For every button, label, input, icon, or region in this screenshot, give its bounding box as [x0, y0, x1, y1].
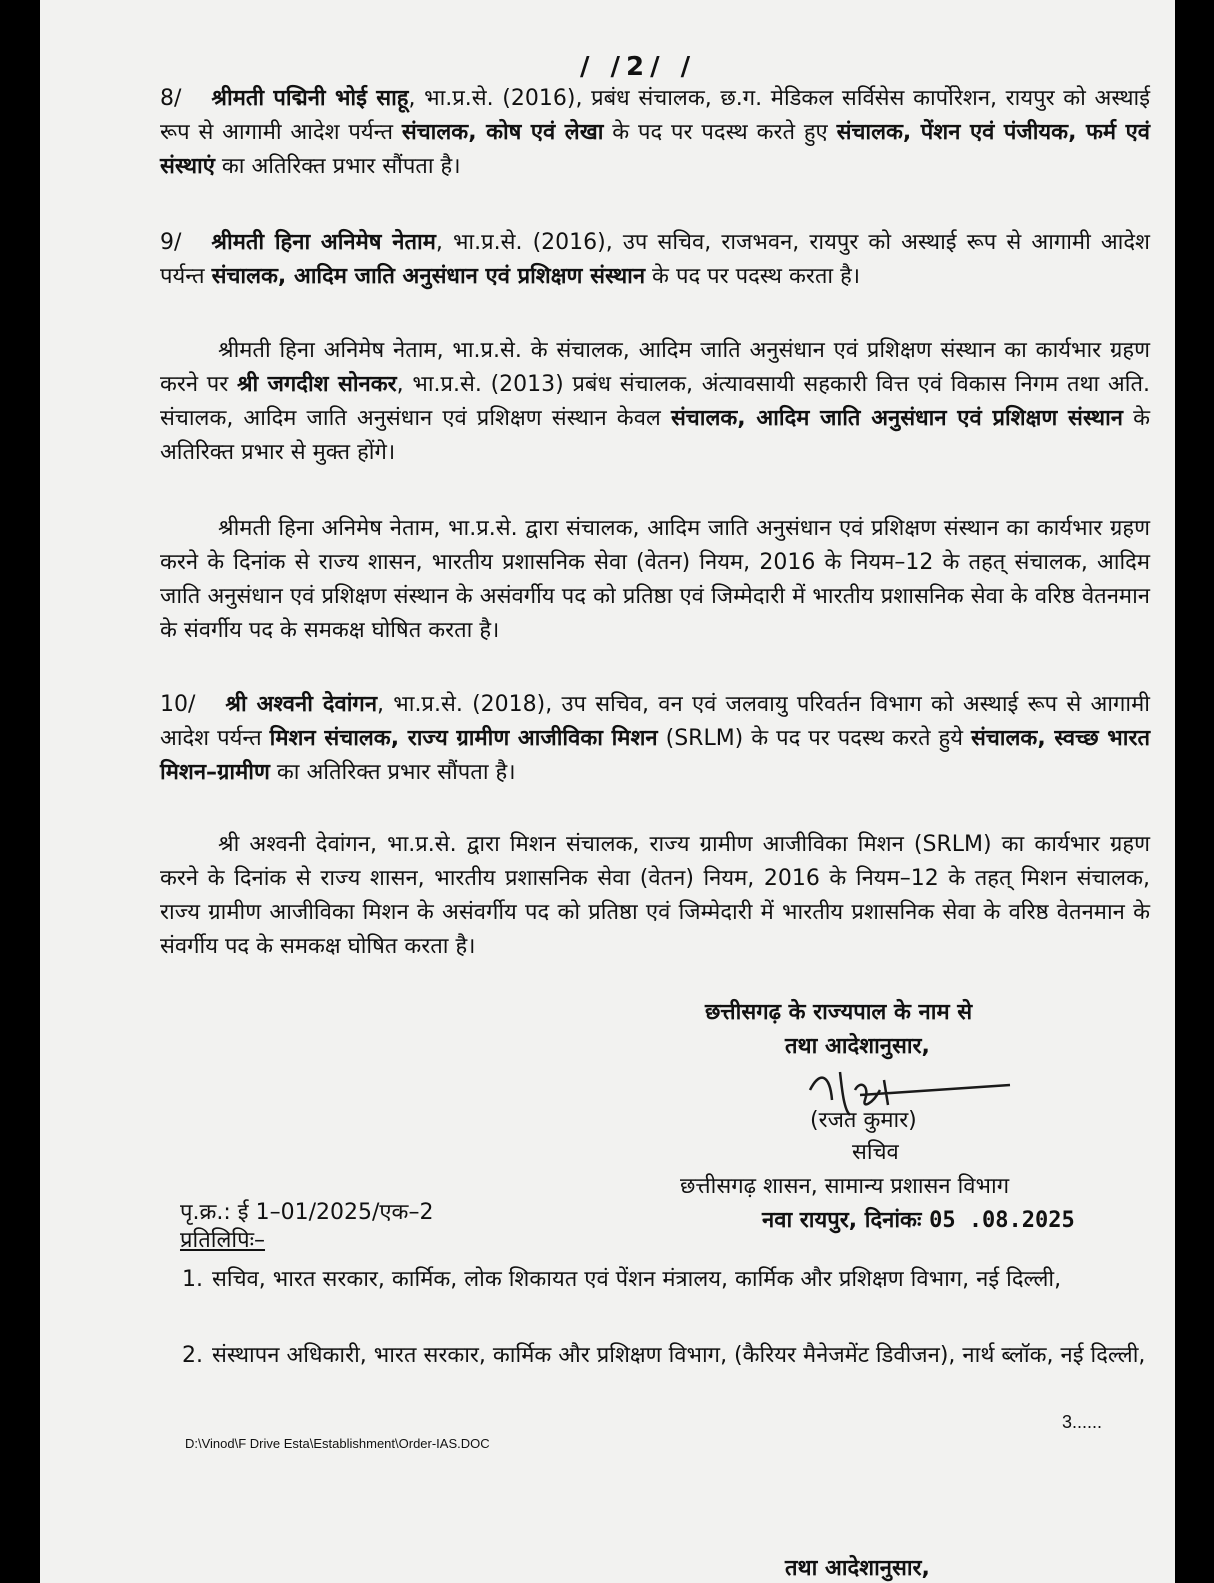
list-item: [182, 1262, 1150, 1298]
department-name: छत्तीसगढ़ शासन, सामान्य प्रशासन विभाग: [680, 1174, 1010, 1199]
paragraph-10b: [160, 828, 1150, 964]
list-number: 2.: [182, 1343, 203, 1368]
paragraph-9c: [160, 512, 1150, 648]
para-text: के अतिरिक्त प्रभार से मुक्त होंगे।: [160, 406, 1151, 465]
post-name: संचालक, आदिम जाति अनुसंधान एवं प्रशिक्षण संस्थान: [211, 264, 646, 289]
place-label: नवा रायपुर, दिनांकः: [762, 1208, 922, 1233]
list-item: [182, 1338, 1150, 1374]
post-name: संचालक, स्वच्छ भारत मिशन–ग्रामीण: [160, 726, 1150, 785]
para-number: 9/: [160, 230, 182, 255]
para-number: 10/: [160, 692, 196, 717]
para-text: श्रीमती हिना अनिमेष नेताम, भा.प्र.से. द्वारा संचालक, आदिम जाति अनुसंधान एवं प्रशिक्षण संस्थान का कार्यभार ग्रहण करने के दिनांक से राज्य शासन, भारतीय प्रशासनिक सेवा (वेतन) नियम, 2016 के नियम–12 के तहत् संचालक, आदिम जाति अनुसंधान एवं प्रशिक्षण संस्थान के असंवर्गीय पद को प्रतिष्ठा एवं जिम्मेदारी में भारतीय प्रशासनिक सेवा के वरिष्ठ वेतनमान के संवर्गीय पद के समकक्ष घोषित करता है।: [160, 516, 1150, 643]
paragraph-9: [160, 226, 1150, 294]
list-text: सचिव, भारत सरकार, कार्मिक, लोक शिकायत एवं पेंशन मंत्रालय, कार्मिक और प्रशिक्षण विभाग, नई दिल्ली,: [212, 1267, 1062, 1292]
paragraph-10: [160, 688, 1150, 790]
para-text: , भा.प्र.से. (2013) प्रबंध संचालक, अंत्यावसायी सहकारी वित्त एवं विकास निगम तथा अति. संचालक, आदिम जाति अनुसंधान एवं प्रशिक्षण संस्थान केवल: [160, 372, 1150, 431]
signatory-designation: सचिव: [852, 1140, 899, 1165]
paragraph-8: [160, 82, 1150, 184]
date-value: 05 .08.2025: [929, 1208, 1075, 1233]
list-text: संस्थापन अधिकारी, भारत सरकार, कार्मिक और प्रशिक्षण विभाग, (कैरियर मैनेजमेंट डिवीजन), नार्थ ब्लॉक, नई दिल्ली,: [212, 1343, 1146, 1368]
signature-line-2: तथा आदेशानुसार,: [785, 1034, 930, 1059]
copy-heading: प्रतिलिपिः–: [180, 1228, 266, 1253]
list-number: 1.: [182, 1267, 203, 1292]
post-name: संचालक, कोष एवं लेखा: [401, 120, 604, 145]
para-text: (SRLM) के पद पर पदस्थ करते हुये: [657, 726, 971, 751]
para-text: श्रीमती हिना अनिमेष नेताम, भा.प्र.से. के संचालक, आदिम जाति अनुसंधान एवं प्रशिक्षण संस्थान का कार्यभार ग्रहण करने पर: [160, 338, 1150, 397]
paragraph-9b: [160, 334, 1150, 470]
para-text: के पद पर पदस्थ करते हुए: [603, 120, 837, 145]
para-text: के पद पर पदस्थ करता है।: [645, 264, 861, 289]
signature-line-1: छत्तीसगढ़ के राज्यपाल के नाम से: [705, 1000, 973, 1025]
para-text: का अतिरिक्त प्रभार सौंपता है।: [214, 154, 461, 179]
next-page-marker: 3......: [1062, 1412, 1103, 1432]
file-path: D:\Vinod\F Drive Esta\Establishment\Order-IAS.DOC: [185, 1436, 490, 1451]
post-name: संचालक, पेंशन एवं पंजीयक, फर्म एवं संस्थाएं: [160, 120, 1150, 179]
officer-name: श्री अश्वनी देवांगन: [225, 692, 378, 717]
document-page: [40, 0, 1175, 1583]
bleed-through-text: तथा आदेशानुसार,: [785, 1556, 930, 1581]
para-number: 8/: [160, 86, 182, 111]
para-text: , भा.प्र.से. (2016), प्रबंध संचालक, छ.ग. मेडिकल सर्विसेस कार्पोरेशन, रायपुर को अस्थाई रूप से आगामी आदेश पर्यन्त: [160, 86, 1151, 145]
page-number: / /2/ /: [580, 52, 697, 82]
officer-name: श्रीमती पद्मिनी भोई साहू: [211, 86, 409, 111]
post-name: संचालक, आदिम जाति अनुसंधान एवं प्रशिक्षण संस्थान: [670, 406, 1124, 431]
para-text: श्री अश्वनी देवांगन, भा.प्र.से. द्वारा मिशन संचालक, राज्य ग्रामीण आजीविका मिशन (SRLM) का कार्यभार ग्रहण करने के दिनांक से राज्य शासन, भारतीय प्रशासनिक सेवा (वेतन) नियम, 2016 के नियम–12 के तहत् मिशन संचालक, राज्य ग्रामीण आजीविका मिशन के असंवर्गीय पद को प्रतिष्ठा एवं जिम्मेदारी में भारतीय प्रशासनिक सेवा के वरिष्ठ वेतनमान के संवर्गीय पद के समकक्ष घोषित करता है।: [160, 832, 1150, 959]
officer-name: श्री जगदीश सोनकर: [236, 372, 397, 397]
signatory-name: (रजत कुमार): [810, 1108, 917, 1133]
post-name: मिशन संचालक, राज्य ग्रामीण आजीविका मिशन: [269, 726, 658, 751]
para-text: का अतिरिक्त प्रभार सौंपता है।: [269, 760, 516, 785]
reference-number: पृ.क्र.: ई 1–01/2025/एक–2: [180, 1200, 434, 1225]
para-text: , भा.प्र.से. (2016), उप सचिव, राजभवन, रायपुर को अस्थाई रूप से आगामी आदेश पर्यन्त: [160, 230, 1150, 289]
officer-name: श्रीमती हिना अनिमेष नेताम: [211, 230, 436, 255]
place-date: [762, 1204, 1075, 1238]
para-text: , भा.प्र.से. (2018), उप सचिव, वन एवं जलवायु परिवर्तन विभाग को अस्थाई रूप से आगामी आदेश पर्यन्त: [160, 692, 1150, 751]
